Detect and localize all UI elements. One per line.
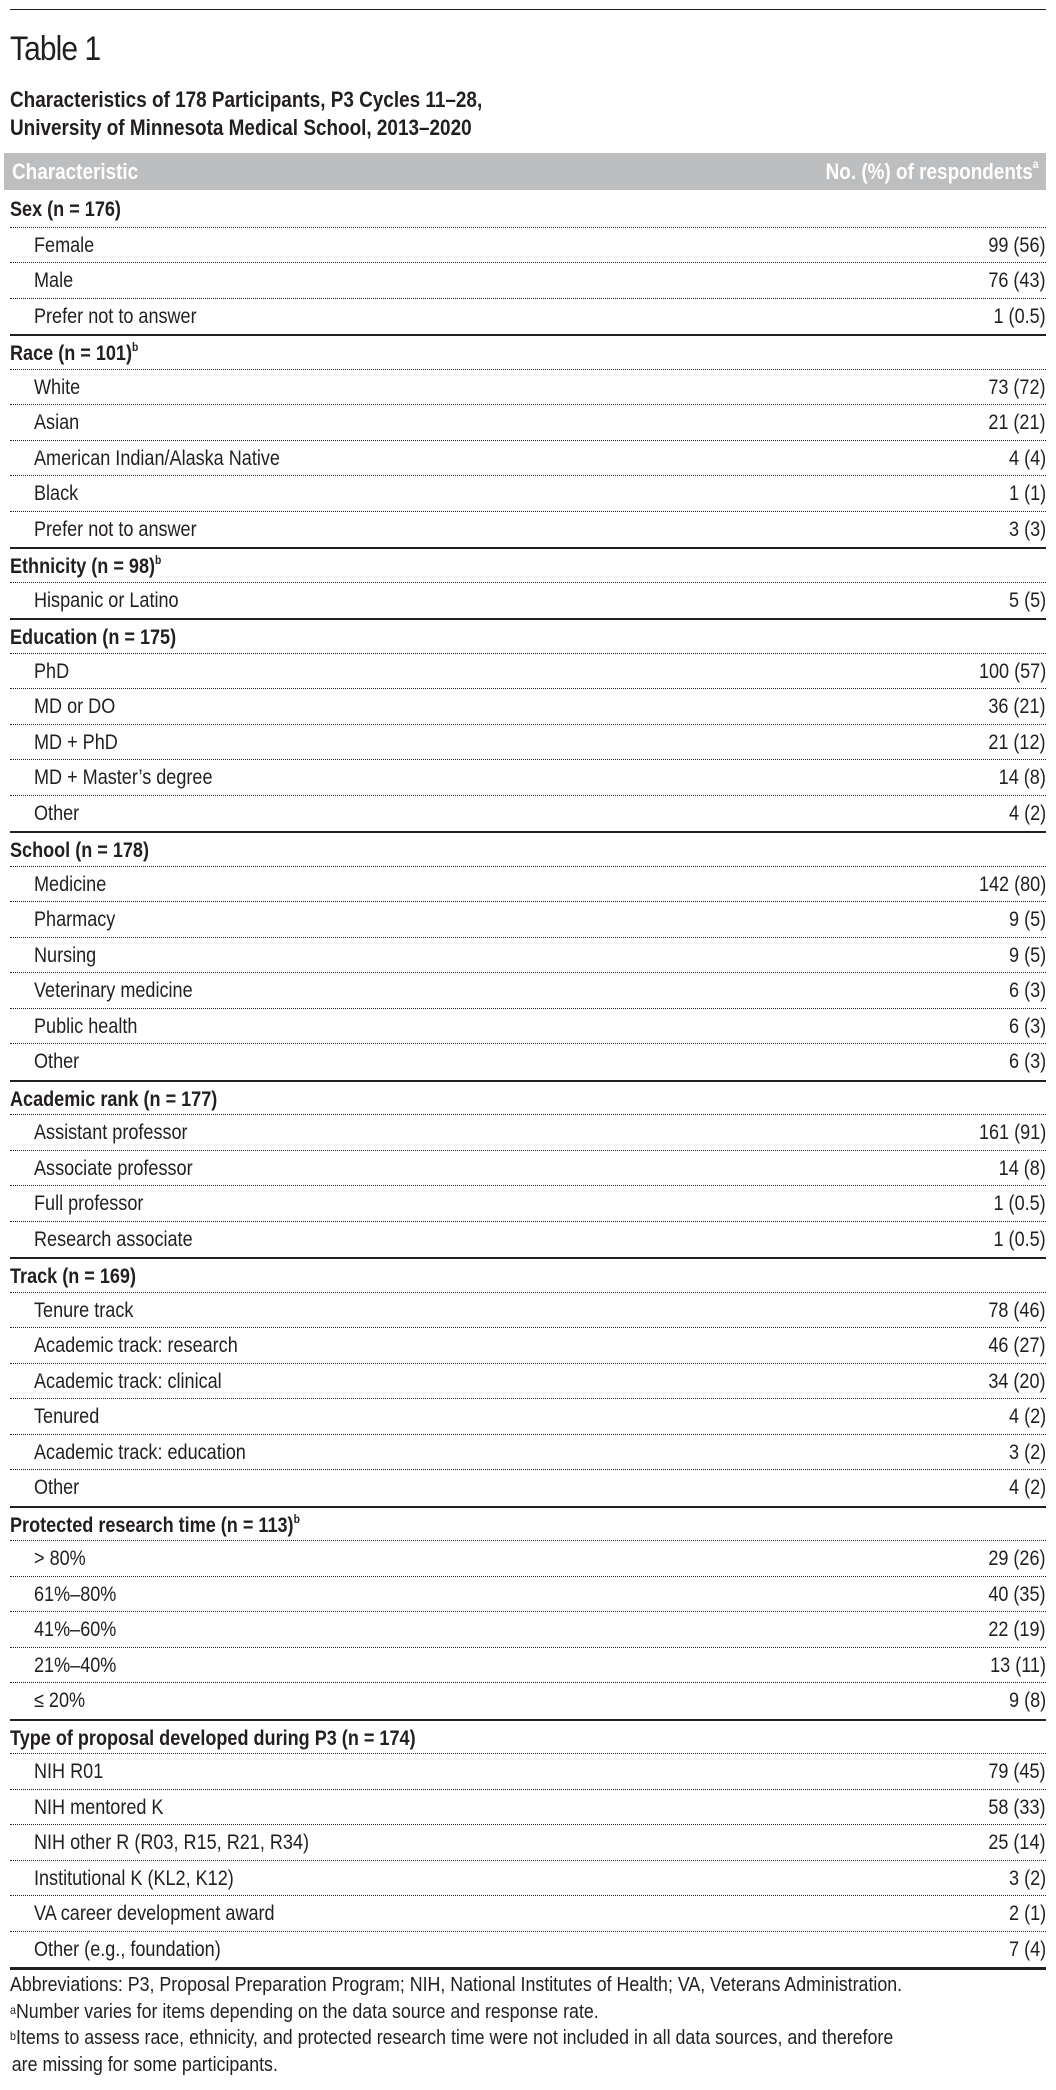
table-body bbox=[10, 192, 1046, 1970]
row-label: Associate professor bbox=[34, 1156, 193, 1180]
row-value: 46 (27) bbox=[988, 1334, 1046, 1357]
row-value: 1 (0.5) bbox=[993, 1192, 1046, 1215]
table-row bbox=[10, 1577, 1046, 1613]
footnote-marker: a bbox=[1032, 157, 1038, 171]
table-row bbox=[10, 1790, 1046, 1826]
row-value: 4 (2) bbox=[1008, 801, 1046, 825]
row-value: 21 (21) bbox=[988, 411, 1046, 434]
row-label: Other bbox=[34, 1050, 80, 1073]
section-header bbox=[10, 1719, 1046, 1755]
table-row bbox=[10, 1009, 1046, 1045]
row-label: PhD bbox=[34, 659, 70, 683]
section-name bbox=[10, 626, 176, 650]
row-value: 142 (80) bbox=[978, 872, 1046, 896]
table-row bbox=[10, 263, 1046, 299]
table-row bbox=[10, 441, 1046, 477]
row-label: MD or DO bbox=[34, 695, 116, 718]
table-row bbox=[10, 1896, 1046, 1932]
table-row bbox=[10, 476, 1046, 512]
table-row bbox=[10, 1186, 1046, 1222]
row-value: 4 (2) bbox=[1008, 1476, 1046, 1499]
row-value: 2 (1) bbox=[1008, 1902, 1046, 1925]
row-label: Prefer not to answer bbox=[34, 517, 197, 541]
row-value: 3 (2) bbox=[1008, 1440, 1046, 1464]
row-value: 25 (14) bbox=[988, 1831, 1046, 1854]
section-header bbox=[10, 547, 1046, 583]
row-label: American Indian/Alaska Native bbox=[34, 446, 280, 470]
table-row bbox=[10, 1399, 1046, 1435]
row-value: 9 (5) bbox=[1008, 908, 1046, 931]
row-label: Research associate bbox=[34, 1227, 193, 1251]
row-label: 21%–40% bbox=[34, 1653, 117, 1677]
row-label: Institutional K (KL2, K12) bbox=[34, 1866, 234, 1890]
table-row bbox=[10, 1435, 1046, 1471]
row-value: 13 (11) bbox=[990, 1653, 1046, 1677]
section-name-text: School (n = 178) bbox=[10, 839, 149, 862]
table-row bbox=[10, 938, 1046, 974]
row-label: Academic track: clinical bbox=[34, 1369, 222, 1393]
row-label: Hispanic or Latino bbox=[34, 588, 179, 612]
row-label: Veterinary medicine bbox=[34, 979, 193, 1002]
section-header bbox=[10, 192, 1046, 228]
row-label: Academic track: education bbox=[34, 1440, 246, 1464]
section-name-text: Sex (n = 176) bbox=[10, 198, 121, 221]
column-header-text: No. (%) of respondents bbox=[825, 159, 1033, 184]
row-label: Full professor bbox=[34, 1192, 144, 1215]
section-header bbox=[10, 618, 1046, 654]
row-label: Prefer not to answer bbox=[34, 304, 197, 328]
row-label: NIH R01 bbox=[34, 1760, 104, 1783]
table-row bbox=[10, 867, 1046, 903]
table-row bbox=[10, 1044, 1046, 1080]
section-name bbox=[10, 198, 121, 222]
row-label: Other bbox=[34, 801, 80, 825]
row-value: 3 (3) bbox=[1008, 517, 1046, 541]
row-label: Academic track: research bbox=[34, 1334, 238, 1357]
row-label: Pharmacy bbox=[34, 908, 116, 931]
table-row bbox=[10, 725, 1046, 761]
row-value: 99 (56) bbox=[988, 233, 1046, 257]
table-row bbox=[10, 1328, 1046, 1364]
row-label: Male bbox=[34, 269, 74, 292]
top-rule bbox=[10, 9, 1046, 10]
row-label: Public health bbox=[34, 1014, 138, 1038]
row-label: MD + Master’s degree bbox=[34, 766, 213, 789]
section-header bbox=[10, 1080, 1046, 1116]
row-value: 36 (21) bbox=[988, 695, 1046, 718]
row-value: 73 (72) bbox=[988, 375, 1046, 399]
table-row bbox=[10, 228, 1046, 264]
table-row bbox=[10, 299, 1046, 335]
table-row bbox=[10, 1648, 1046, 1684]
row-label: VA career development award bbox=[34, 1902, 275, 1925]
row-value: 1 (0.5) bbox=[993, 1227, 1046, 1251]
section-name-text: Type of proposal developed during P3 (n = 174) bbox=[10, 1726, 416, 1750]
table-row bbox=[10, 689, 1046, 725]
row-label: Tenure track bbox=[34, 1298, 134, 1322]
table-row bbox=[10, 1825, 1046, 1861]
column-header-respondents bbox=[825, 159, 1038, 185]
row-label: Black bbox=[34, 482, 79, 505]
row-label: 41%–60% bbox=[34, 1618, 117, 1641]
row-value: 1 (1) bbox=[1008, 482, 1046, 505]
row-label: > 80% bbox=[34, 1547, 86, 1570]
row-value: 4 (2) bbox=[1008, 1405, 1046, 1428]
table-row bbox=[10, 760, 1046, 796]
row-value: 7 (4) bbox=[1008, 1937, 1046, 1961]
table-row bbox=[10, 1470, 1046, 1506]
table-row bbox=[10, 370, 1046, 406]
footnote-marker: b bbox=[293, 1511, 300, 1526]
row-value: 22 (19) bbox=[988, 1618, 1046, 1641]
section-name bbox=[10, 555, 161, 579]
section-name bbox=[10, 342, 138, 366]
row-label: Female bbox=[34, 233, 95, 257]
footnote-text: Items to assess race, ethnicity, and protected research time were not included in all data sources, and therefore bbox=[15, 2027, 894, 2049]
footnote-b bbox=[10, 2025, 1034, 2052]
row-value: 34 (20) bbox=[988, 1369, 1046, 1393]
footnote-a bbox=[10, 1999, 1034, 2026]
footnote-marker: b bbox=[10, 2029, 16, 2043]
table-row bbox=[10, 1364, 1046, 1400]
table-row bbox=[10, 512, 1046, 548]
footnote-b-continued: are missing for some participants. bbox=[11, 2053, 278, 2076]
footnote-text: Number varies for items depending on the data source and response rate. bbox=[15, 2000, 599, 2023]
section-header bbox=[10, 1506, 1046, 1542]
row-value: 6 (3) bbox=[1008, 979, 1046, 1002]
table-row bbox=[10, 1861, 1046, 1897]
row-label: Assistant professor bbox=[34, 1121, 188, 1144]
row-label: NIH mentored K bbox=[34, 1795, 164, 1819]
table-label: Table 1 bbox=[10, 30, 101, 68]
table-row bbox=[10, 405, 1046, 441]
row-value: 40 (35) bbox=[988, 1582, 1046, 1606]
row-value: 78 (46) bbox=[988, 1298, 1046, 1322]
section-header bbox=[10, 334, 1046, 370]
row-value: 14 (8) bbox=[998, 1156, 1046, 1180]
row-label: 61%–80% bbox=[34, 1582, 117, 1606]
section-name-text: Track (n = 169) bbox=[10, 1265, 136, 1288]
table-row bbox=[10, 902, 1046, 938]
row-label: Medicine bbox=[34, 872, 107, 896]
row-label: Other (e.g., foundation) bbox=[34, 1937, 221, 1961]
table-title-line: Characteristics of 178 Participants, P3 Cycles 11–28, bbox=[10, 87, 483, 112]
footnote-marker: b bbox=[155, 553, 162, 567]
row-value: 1 (0.5) bbox=[993, 304, 1046, 328]
row-value: 4 (4) bbox=[1008, 446, 1046, 470]
row-value: 3 (2) bbox=[1008, 1866, 1046, 1890]
table-row bbox=[10, 1293, 1046, 1329]
row-value: 5 (5) bbox=[1008, 588, 1046, 612]
bottom-rule bbox=[10, 1967, 1046, 1970]
table-title-line: University of Minnesota Medical School, 2013–2020 bbox=[10, 115, 472, 140]
section-name bbox=[10, 1511, 300, 1538]
row-label: Nursing bbox=[34, 943, 97, 967]
row-label: Asian bbox=[34, 411, 80, 434]
footnote-marker: a bbox=[10, 2002, 16, 2017]
row-value: 6 (3) bbox=[1008, 1014, 1046, 1038]
table-header bbox=[4, 153, 1046, 190]
row-value: 14 (8) bbox=[998, 766, 1046, 789]
row-label: White bbox=[34, 375, 81, 399]
section-name bbox=[10, 1088, 217, 1112]
section-name-text: Race (n = 101) bbox=[10, 342, 132, 365]
section-name-text: Academic rank (n = 177) bbox=[10, 1087, 218, 1111]
row-value: 29 (26) bbox=[988, 1547, 1046, 1570]
table-row bbox=[10, 1222, 1046, 1258]
table-footnotes bbox=[10, 1972, 1034, 2078]
table-row bbox=[10, 1754, 1046, 1790]
table-row bbox=[10, 1151, 1046, 1187]
row-value: 9 (5) bbox=[1008, 943, 1046, 967]
abbreviations-note: Abbreviations: P3, Proposal Preparation Program; NIH, National Institutes of Health; VA, Veterans Administration. bbox=[10, 1974, 903, 1996]
table-row bbox=[10, 973, 1046, 1009]
table-row bbox=[10, 796, 1046, 832]
row-value: 58 (33) bbox=[988, 1795, 1046, 1819]
row-label: NIH other R (R03, R15, R21, R34) bbox=[34, 1831, 310, 1854]
row-value: 100 (57) bbox=[978, 659, 1046, 683]
table-row bbox=[10, 1683, 1046, 1719]
table-row bbox=[10, 1932, 1046, 1968]
section-name-text: Ethnicity (n = 98) bbox=[10, 555, 156, 578]
column-header-characteristic: Characteristic bbox=[12, 159, 139, 184]
table-row bbox=[10, 1612, 1046, 1648]
section-name-text: Protected research time (n = 113) bbox=[10, 1513, 294, 1537]
section-name bbox=[10, 1265, 136, 1289]
row-value: 21 (12) bbox=[988, 730, 1046, 754]
section-name bbox=[10, 1727, 416, 1751]
section-header bbox=[10, 831, 1046, 867]
section-name bbox=[10, 839, 149, 863]
table-row bbox=[10, 1541, 1046, 1577]
table-row bbox=[10, 654, 1046, 690]
row-value: 6 (3) bbox=[1008, 1050, 1046, 1073]
row-label: MD + PhD bbox=[34, 730, 118, 754]
row-label: Tenured bbox=[34, 1405, 100, 1428]
footnote-marker: b bbox=[131, 340, 139, 354]
table-title bbox=[10, 86, 482, 142]
table-row bbox=[10, 583, 1046, 619]
row-label: ≤ 20% bbox=[34, 1689, 86, 1712]
row-value: 9 (8) bbox=[1008, 1689, 1046, 1712]
row-value: 76 (43) bbox=[988, 269, 1046, 292]
section-header bbox=[10, 1257, 1046, 1293]
row-value: 79 (45) bbox=[988, 1760, 1046, 1783]
row-label: Other bbox=[34, 1476, 80, 1499]
table-row bbox=[10, 1115, 1046, 1151]
row-value: 161 (91) bbox=[978, 1121, 1046, 1144]
section-name-text: Education (n = 175) bbox=[10, 626, 177, 649]
